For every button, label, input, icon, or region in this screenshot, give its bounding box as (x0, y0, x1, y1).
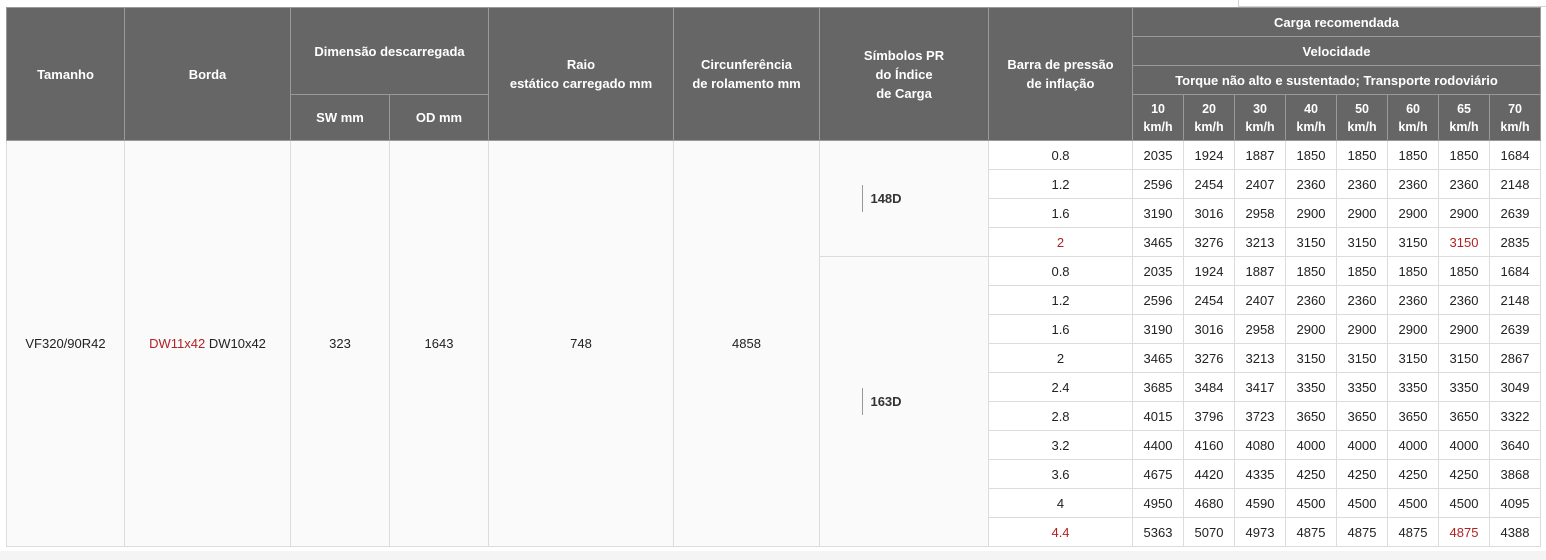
load-cell: 3213 (1235, 228, 1286, 257)
load-cell: 2596 (1133, 286, 1184, 315)
load-cell: 3685 (1133, 373, 1184, 402)
pressure-cell: 3.6 (989, 460, 1133, 489)
load-cell: 2360 (1388, 286, 1439, 315)
load-cell: 3150 (1286, 344, 1337, 373)
load-cell: 2596 (1133, 170, 1184, 199)
load-index-cell (820, 257, 989, 547)
pressure-cell: 1.6 (989, 199, 1133, 228)
load-cell: 4590 (1235, 489, 1286, 518)
load-cell: 1684 (1490, 141, 1541, 170)
load-cell: 2900 (1439, 315, 1490, 344)
load-cell: 2958 (1235, 315, 1286, 344)
header-rim: Borda (125, 8, 291, 141)
load-cell: 3190 (1133, 315, 1184, 344)
load-cell: 1850 (1337, 257, 1388, 286)
load-cell: 3276 (1184, 344, 1235, 373)
load-cell: 2407 (1235, 170, 1286, 199)
load-cell: 1850 (1286, 141, 1337, 170)
load-table-container (6, 7, 1540, 547)
load-cell: 4160 (1184, 431, 1235, 460)
load-cell: 2454 (1184, 170, 1235, 199)
load-cell: 2900 (1388, 199, 1439, 228)
load-index-cell (820, 141, 989, 257)
header-unloaded-dimension: Dimensão descarregada (291, 8, 489, 95)
load-cell: 4250 (1286, 460, 1337, 489)
load-cell: 4095 (1490, 489, 1541, 518)
rim-primary: DW11x42 (149, 336, 206, 351)
tire-rim (125, 141, 291, 547)
pressure-cell: 1.2 (989, 170, 1133, 199)
load-cell: 2035 (1133, 257, 1184, 286)
tire-size: VF320/90R42 (7, 141, 125, 547)
load-cell: 3016 (1184, 315, 1235, 344)
load-cell: 3350 (1388, 373, 1439, 402)
load-cell: 4015 (1133, 402, 1184, 431)
load-cell: 3150 (1286, 228, 1337, 257)
header-static-radius: Raio estático carregado mm (489, 8, 674, 141)
header-speed: Velocidade (1133, 37, 1541, 66)
load-cell: 4388 (1490, 518, 1541, 547)
load-cell: 4875 (1286, 518, 1337, 547)
load-cell: 4973 (1235, 518, 1286, 547)
load-cell: 2900 (1337, 315, 1388, 344)
load-cell: 4500 (1286, 489, 1337, 518)
load-cell: 3150 (1439, 344, 1490, 373)
top-divider (1238, 0, 1546, 7)
load-cell: 4500 (1337, 489, 1388, 518)
load-cell: 4500 (1388, 489, 1439, 518)
header-speed-70: 70 km/h (1490, 95, 1541, 141)
load-cell: 3190 (1133, 199, 1184, 228)
load-cell: 2360 (1439, 286, 1490, 315)
load-cell: 4680 (1184, 489, 1235, 518)
load-cell: 2407 (1235, 286, 1286, 315)
load-cell: 2360 (1337, 286, 1388, 315)
pressure-cell: 0.8 (989, 141, 1133, 170)
tire-sw: 323 (291, 141, 390, 547)
load-cell: 1924 (1184, 141, 1235, 170)
load-cell: 2835 (1490, 228, 1541, 257)
load-cell: 3213 (1235, 344, 1286, 373)
load-cell: 3868 (1490, 460, 1541, 489)
pressure-cell: 1.6 (989, 315, 1133, 344)
header-usage: Torque não alto e sustentado; Transporte rodoviário (1133, 66, 1541, 95)
load-cell: 3350 (1337, 373, 1388, 402)
pressure-cell: 0.8 (989, 257, 1133, 286)
load-cell: 1887 (1235, 257, 1286, 286)
header-speed-20: 20 km/h (1184, 95, 1235, 141)
load-cell: 2360 (1439, 170, 1490, 199)
load-cell: 2360 (1388, 170, 1439, 199)
load-cell: 1850 (1439, 257, 1490, 286)
load-cell: 2867 (1490, 344, 1541, 373)
load-cell: 2360 (1286, 286, 1337, 315)
load-cell: 4250 (1337, 460, 1388, 489)
load-cell: 3465 (1133, 344, 1184, 373)
load-cell: 3650 (1388, 402, 1439, 431)
load-cell: 4000 (1439, 431, 1490, 460)
tire-rolling-circumference: 4858 (674, 141, 820, 547)
header-speed-10: 10 km/h (1133, 95, 1184, 141)
pressure-cell: 2.8 (989, 402, 1133, 431)
bottom-band (0, 551, 1546, 560)
load-cell: 3322 (1490, 402, 1541, 431)
pressure-cell: 2.4 (989, 373, 1133, 402)
load-cell: 3049 (1490, 373, 1541, 402)
load-cell: 3150 (1388, 344, 1439, 373)
load-cell: 4420 (1184, 460, 1235, 489)
header-speed-65: 65 km/h (1439, 95, 1490, 141)
header-speed-60: 60 km/h (1388, 95, 1439, 141)
load-cell: 3484 (1184, 373, 1235, 402)
header-recommended-load: Carga recomendada (1133, 8, 1541, 37)
load-cell: 5363 (1133, 518, 1184, 547)
table-body (7, 141, 1541, 547)
tire-static-radius: 748 (489, 141, 674, 547)
load-cell: 3796 (1184, 402, 1235, 431)
load-cell: 3417 (1235, 373, 1286, 402)
load-cell: 4250 (1439, 460, 1490, 489)
load-cell: 2035 (1133, 141, 1184, 170)
header-speed-50: 50 km/h (1337, 95, 1388, 141)
pressure-cell: 2 (989, 344, 1133, 373)
load-cell: 4000 (1388, 431, 1439, 460)
load-cell: 3350 (1286, 373, 1337, 402)
header-pr-symbols: Símbolos PR do Índice de Carga (820, 8, 989, 141)
table-row (7, 141, 1541, 170)
load-index: 163D (862, 388, 901, 415)
load-cell: 4500 (1439, 489, 1490, 518)
load-cell: 2148 (1490, 286, 1541, 315)
load-cell: 2639 (1490, 315, 1541, 344)
header-sw: SW mm (291, 95, 390, 141)
load-cell: 3650 (1286, 402, 1337, 431)
load-cell: 4000 (1337, 431, 1388, 460)
load-cell: 2900 (1286, 315, 1337, 344)
load-cell: 2900 (1286, 199, 1337, 228)
pressure-cell: 3.2 (989, 431, 1133, 460)
rim-alt: DW10x42 (208, 336, 266, 351)
load-cell: 2454 (1184, 286, 1235, 315)
load-index: 148D (862, 185, 901, 212)
load-cell: 3276 (1184, 228, 1235, 257)
load-cell: 2639 (1490, 199, 1541, 228)
load-cell: 3150 (1439, 228, 1490, 257)
load-cell: 3650 (1337, 402, 1388, 431)
load-cell: 1850 (1286, 257, 1337, 286)
header-speed-40: 40 km/h (1286, 95, 1337, 141)
load-cell: 1887 (1235, 141, 1286, 170)
load-cell: 2360 (1286, 170, 1337, 199)
load-cell: 3016 (1184, 199, 1235, 228)
load-cell: 4875 (1388, 518, 1439, 547)
tire-load-table (6, 7, 1541, 547)
load-cell: 2900 (1337, 199, 1388, 228)
load-cell: 1850 (1388, 141, 1439, 170)
load-cell: 3640 (1490, 431, 1541, 460)
load-cell: 3465 (1133, 228, 1184, 257)
load-cell: 4875 (1439, 518, 1490, 547)
load-cell: 3650 (1439, 402, 1490, 431)
load-cell: 1850 (1388, 257, 1439, 286)
load-cell: 2958 (1235, 199, 1286, 228)
load-cell: 3150 (1337, 228, 1388, 257)
load-cell: 3150 (1337, 344, 1388, 373)
load-cell: 1850 (1337, 141, 1388, 170)
load-cell: 4250 (1388, 460, 1439, 489)
header-rolling-circumference: Circunferência de rolamento mm (674, 8, 820, 141)
load-cell: 1924 (1184, 257, 1235, 286)
load-cell: 2900 (1439, 199, 1490, 228)
header-size: Tamanho (7, 8, 125, 141)
load-cell: 2900 (1388, 315, 1439, 344)
load-cell: 4080 (1235, 431, 1286, 460)
load-cell: 2360 (1337, 170, 1388, 199)
load-cell: 3150 (1388, 228, 1439, 257)
load-cell: 4875 (1337, 518, 1388, 547)
load-cell: 4335 (1235, 460, 1286, 489)
tire-od: 1643 (390, 141, 489, 547)
load-cell: 5070 (1184, 518, 1235, 547)
pressure-cell: 4.4 (989, 518, 1133, 547)
load-cell: 3350 (1439, 373, 1490, 402)
load-cell: 1850 (1439, 141, 1490, 170)
pressure-cell: 1.2 (989, 286, 1133, 315)
load-cell: 4400 (1133, 431, 1184, 460)
load-cell: 4950 (1133, 489, 1184, 518)
load-cell: 2148 (1490, 170, 1541, 199)
pressure-cell: 4 (989, 489, 1133, 518)
load-cell: 3723 (1235, 402, 1286, 431)
header-inflation-pressure: Barra de pressão de inflação (989, 8, 1133, 141)
load-cell: 1684 (1490, 257, 1541, 286)
header-od: OD mm (390, 95, 489, 141)
load-cell: 4675 (1133, 460, 1184, 489)
header-speed-30: 30 km/h (1235, 95, 1286, 141)
pressure-cell: 2 (989, 228, 1133, 257)
load-cell: 4000 (1286, 431, 1337, 460)
